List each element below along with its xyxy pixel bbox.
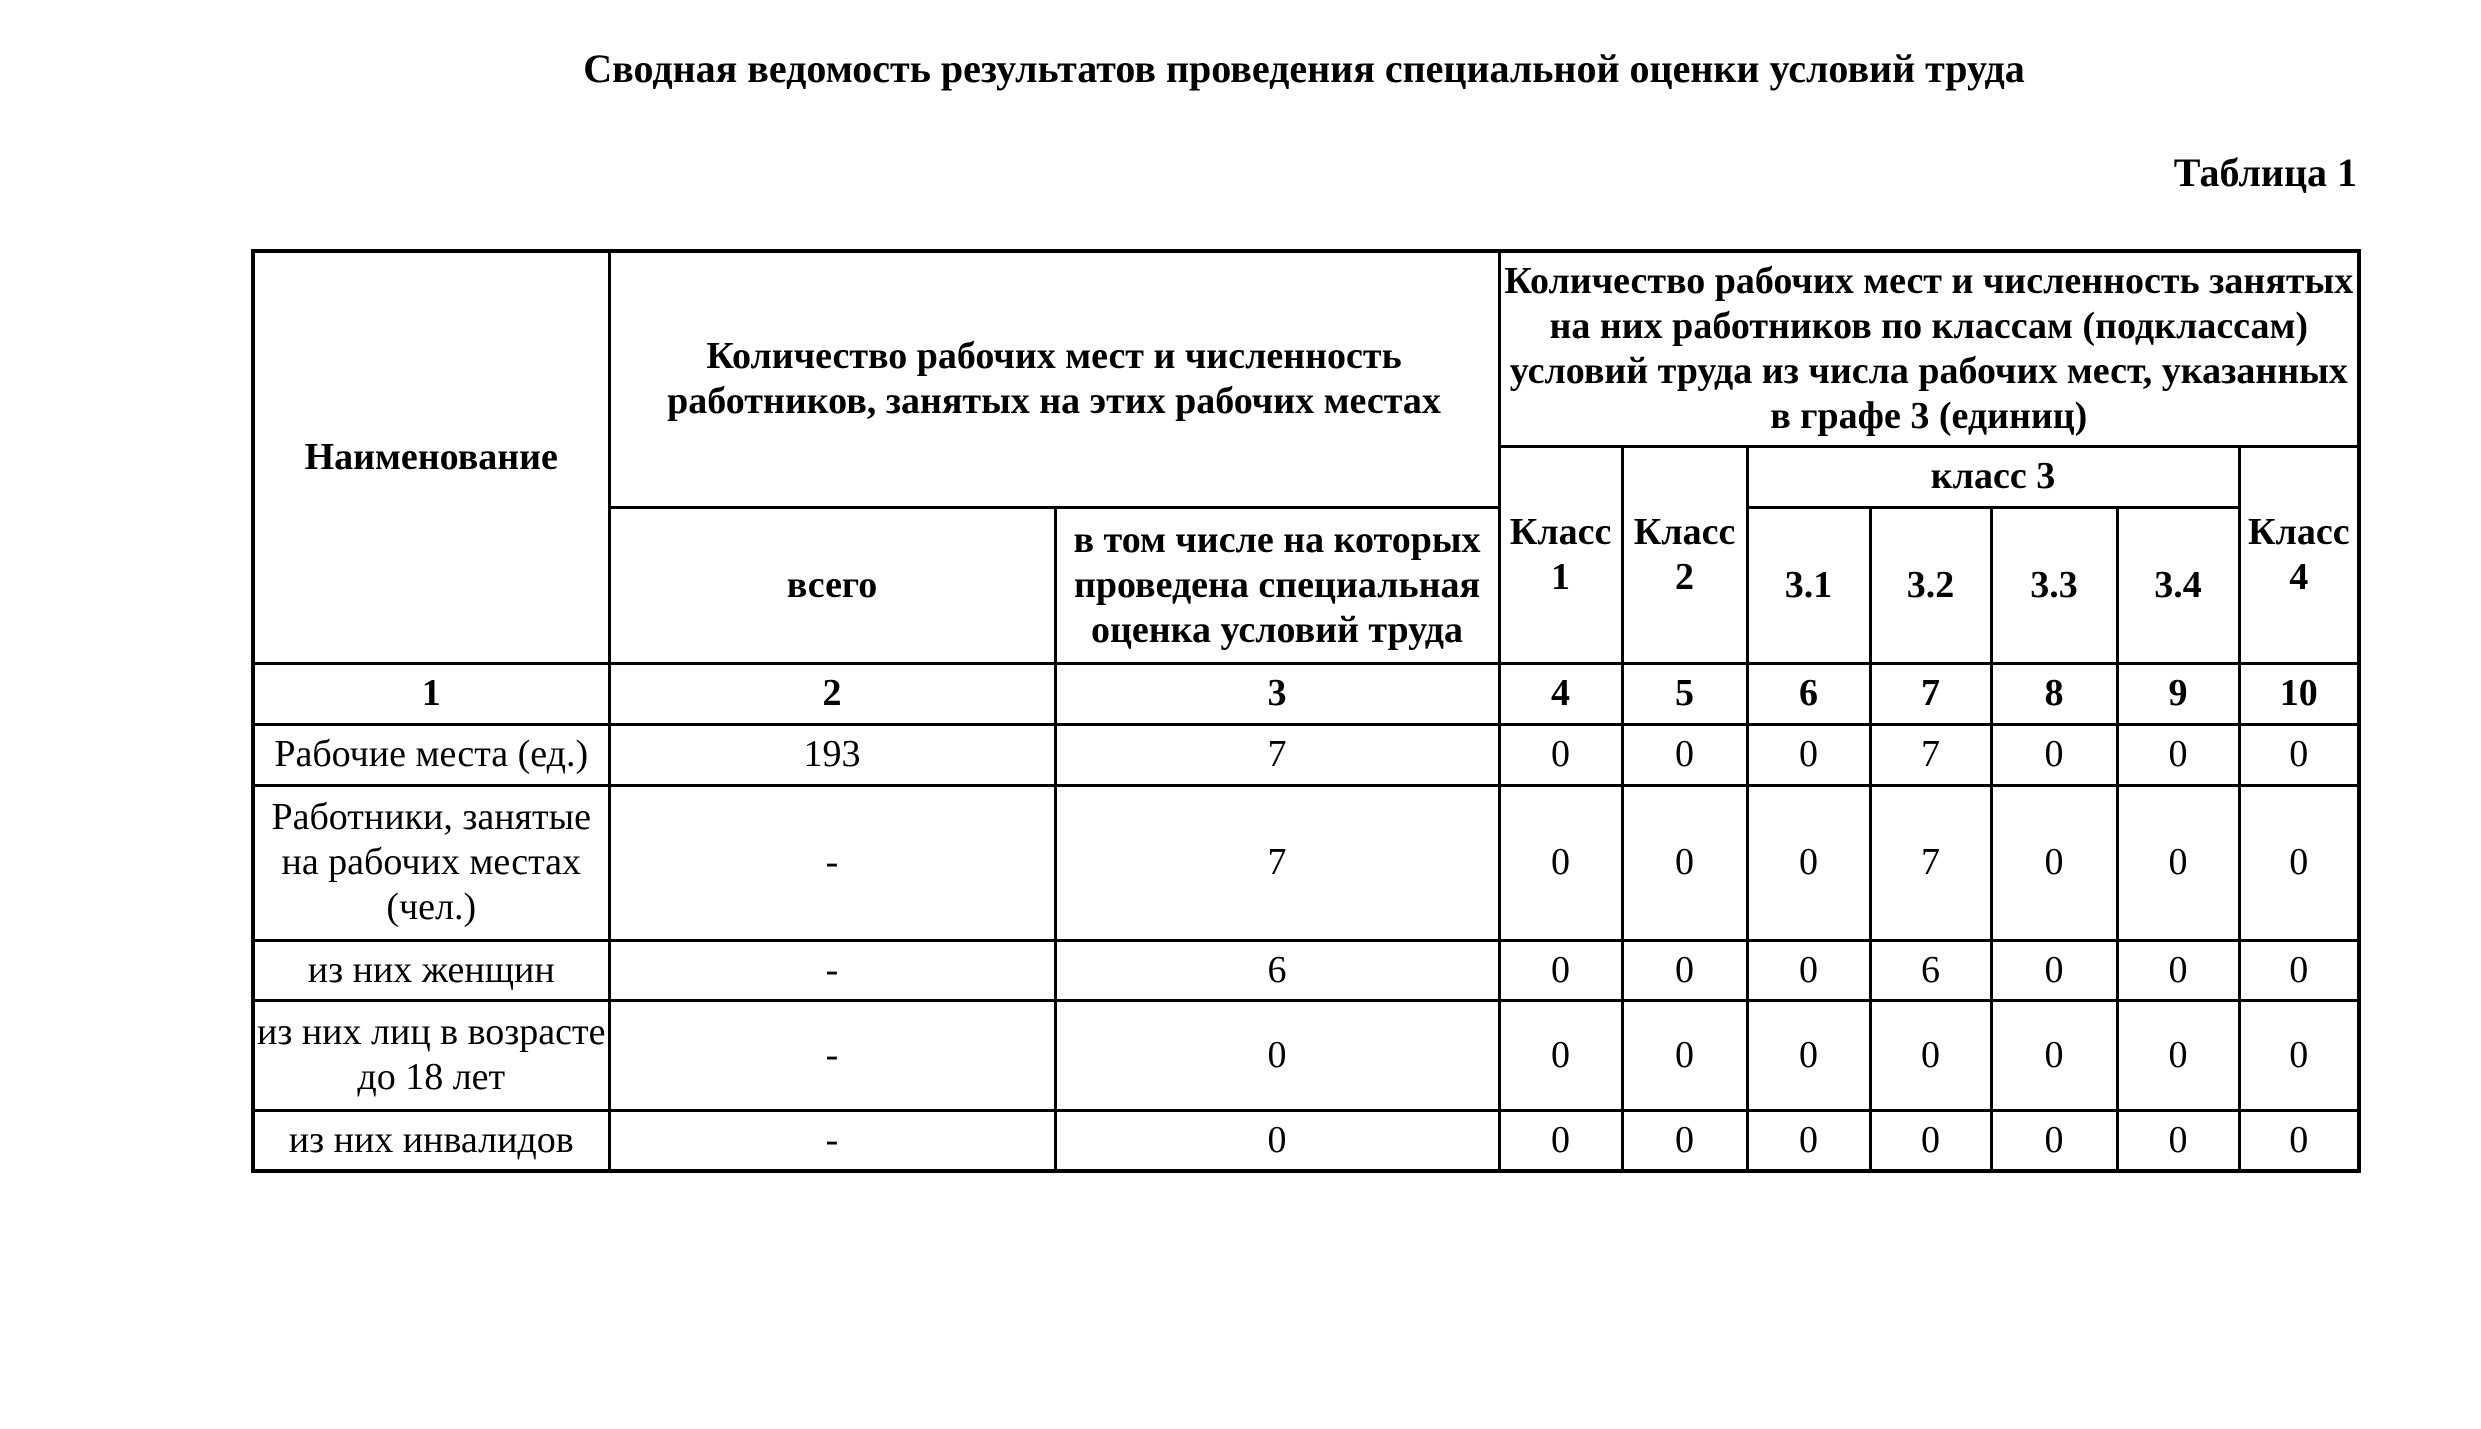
data-cell: 0 (1622, 785, 1747, 940)
header-class-2: Класс 2 (1622, 446, 1747, 663)
data-cell: 0 (1870, 1000, 1991, 1110)
column-number-cell: 8 (1991, 663, 2117, 724)
data-cell: - (609, 1110, 1055, 1171)
column-number-cell: 9 (2117, 663, 2239, 724)
table-row (253, 1000, 2359, 1110)
data-cell: 0 (1055, 1000, 1499, 1110)
data-cell: 7 (1870, 785, 1991, 940)
row-label: из них женщин (253, 940, 609, 1000)
column-number-cell: 3 (1055, 663, 1499, 724)
table-row (253, 940, 2359, 1000)
column-number-cell: 5 (1622, 663, 1747, 724)
table-row (253, 785, 2359, 940)
header-name-column: Наименование (253, 251, 609, 663)
column-numbers-row (253, 663, 2359, 724)
data-cell: 0 (1499, 940, 1622, 1000)
data-cell: 0 (1747, 1000, 1870, 1110)
data-cell: 0 (2117, 1000, 2239, 1110)
data-cell: 0 (1870, 1110, 1991, 1171)
data-cell: 0 (1991, 785, 2117, 940)
header-subclass-3-1: 3.1 (1747, 507, 1870, 663)
data-cell: 7 (1055, 785, 1499, 940)
data-cell: 0 (1622, 1000, 1747, 1110)
data-cell: 0 (2239, 940, 2359, 1000)
column-number-cell: 10 (2239, 663, 2359, 724)
data-cell: 0 (1499, 1110, 1622, 1171)
table-row (253, 724, 2359, 785)
data-cell: 0 (1747, 785, 1870, 940)
header-subclass-3-3: 3.3 (1991, 507, 2117, 663)
data-cell: 0 (2117, 1110, 2239, 1171)
column-number-cell: 1 (253, 663, 609, 724)
header-workplaces-group: Количество рабочих мест и численность работников, занятых на этих рабочих местах (609, 251, 1499, 507)
data-cell: 0 (2117, 785, 2239, 940)
header-assessed: в том числе на которых проведена специальная оценка условий труда (1055, 507, 1499, 663)
column-number-cell: 6 (1747, 663, 1870, 724)
header-class-4: Класс 4 (2239, 446, 2359, 663)
summary-table (251, 249, 2361, 1173)
row-label: Работники, занятые на рабочих местах (чел.) (253, 785, 609, 940)
data-cell: 0 (1747, 940, 1870, 1000)
data-cell: 0 (1622, 1110, 1747, 1171)
row-label: из них лиц в возрасте до 18 лет (253, 1000, 609, 1110)
data-cell: - (609, 1000, 1055, 1110)
data-cell: 0 (1499, 785, 1622, 940)
column-number-cell: 2 (609, 663, 1055, 724)
data-cell: 0 (1622, 940, 1747, 1000)
header-class-3-group: класс 3 (1747, 446, 2239, 507)
data-cell: 7 (1870, 724, 1991, 785)
page-title: Сводная ведомость результатов проведения специальной оценки условий труда (583, 46, 2025, 91)
header-class-1: Класс 1 (1499, 446, 1622, 663)
table-caption: Таблица 1 (2173, 150, 2357, 195)
data-cell: 193 (609, 724, 1055, 785)
data-cell: 0 (2239, 1110, 2359, 1171)
data-cell: 0 (1499, 724, 1622, 785)
data-cell: 0 (1991, 1110, 2117, 1171)
data-cell: 0 (1499, 1000, 1622, 1110)
data-cell: 0 (1991, 940, 2117, 1000)
data-cell: - (609, 940, 1055, 1000)
table-row (253, 1110, 2359, 1171)
data-cell: 7 (1055, 724, 1499, 785)
data-cell: 0 (2239, 1000, 2359, 1110)
data-cell: 6 (1870, 940, 1991, 1000)
data-cell: 0 (2117, 724, 2239, 785)
data-cell: 0 (1622, 724, 1747, 785)
data-cell: 0 (1991, 724, 2117, 785)
data-cell: 0 (1747, 724, 1870, 785)
data-cell: 0 (2117, 940, 2239, 1000)
row-label: Рабочие места (ед.) (253, 724, 609, 785)
header-subclass-3-2: 3.2 (1870, 507, 1991, 663)
row-label: из них инвалидов (253, 1110, 609, 1171)
data-cell: 0 (1747, 1110, 1870, 1171)
column-number-cell: 4 (1499, 663, 1622, 724)
data-cell: 0 (1991, 1000, 2117, 1110)
data-cell: 0 (2239, 724, 2359, 785)
data-cell: - (609, 785, 1055, 940)
data-cell: 0 (1055, 1110, 1499, 1171)
header-total: всего (609, 507, 1055, 663)
data-cell: 0 (2239, 785, 2359, 940)
data-cell: 6 (1055, 940, 1499, 1000)
header-classes-group: Количество рабочих мест и численность занятых на них работников по классам (подклассам) условий труда из числа рабочих мест, указанных в графе 3 (единиц) (1499, 251, 2359, 446)
header-subclass-3-4: 3.4 (2117, 507, 2239, 663)
column-number-cell: 7 (1870, 663, 1991, 724)
